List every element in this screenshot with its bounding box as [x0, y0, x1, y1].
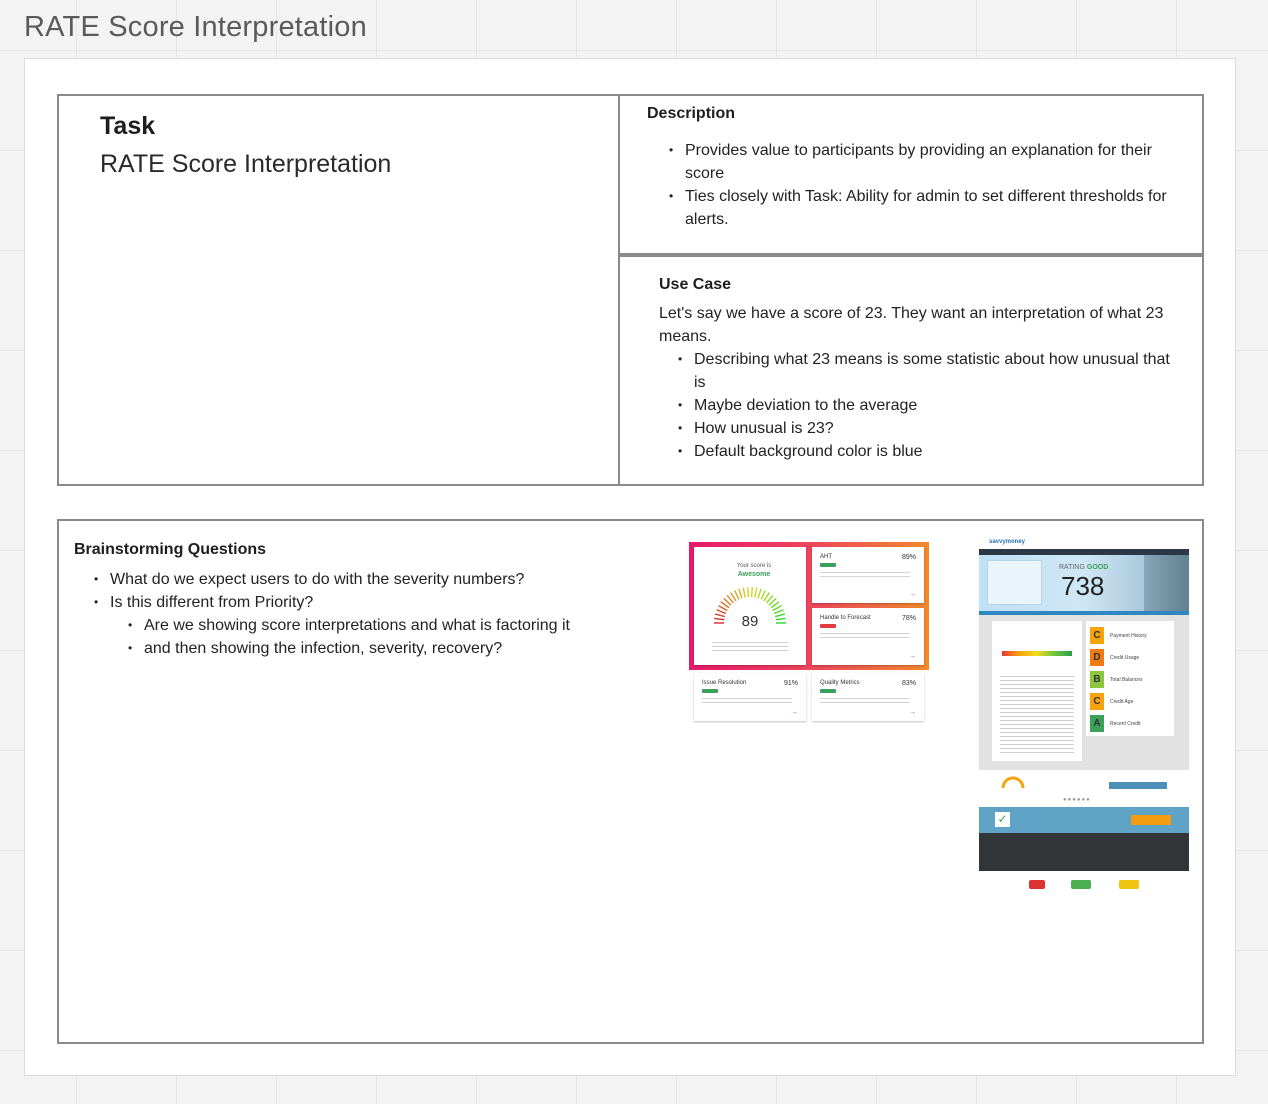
- grade-label: Payment History: [1110, 633, 1147, 639]
- list-item: • How unusual is 23?: [672, 417, 1184, 440]
- gauge-tick: [755, 588, 757, 598]
- use-case-heading: Use Case: [659, 276, 732, 293]
- badge-icon: [1071, 880, 1091, 889]
- gauge-tick: [735, 590, 739, 599]
- metric-title: Handle to Forecast: [820, 615, 871, 621]
- metric-text-lines: [820, 698, 910, 706]
- gauge-tick: [718, 606, 727, 611]
- credit-card-graphic: [987, 560, 1042, 605]
- grade-list: [1086, 621, 1174, 736]
- score-gauge-bar: [1002, 651, 1072, 656]
- badge-icon: [1029, 880, 1045, 889]
- brand-logo: savvymoney: [989, 539, 1026, 545]
- score-label: Your score is: [736, 563, 772, 569]
- brainstorming-card[interactable]: [57, 519, 1204, 1044]
- credit-score: 738: [1061, 571, 1105, 601]
- grade-label: Recent Credit: [1110, 721, 1141, 727]
- checkmark-icon: ✓: [995, 812, 1010, 827]
- list-item: • Are we showing score interpretations and what is factoring it: [122, 614, 634, 637]
- grade-label: Total Balances: [1110, 677, 1143, 683]
- task-label: Task: [100, 112, 156, 140]
- score-value: 89: [741, 613, 759, 630]
- list-item: • and then showing the infection, severity, recovery?: [122, 637, 634, 660]
- list-item: • Provides value to participants by providing an explanation for their score: [663, 139, 1187, 185]
- grade-badge: B: [1090, 671, 1104, 688]
- main-score-card: [694, 547, 806, 665]
- description-list: [663, 139, 1187, 231]
- status-badge: [820, 563, 836, 567]
- cta-button: [1131, 815, 1171, 825]
- brainstorming-sublist: [122, 614, 634, 660]
- mini-gauge-icon: [1001, 776, 1025, 790]
- list-item: • Default background color is blue: [672, 440, 1184, 463]
- list-item: • What do we expect users to do with the severity numbers?: [88, 568, 634, 591]
- score-breakdown: [992, 621, 1082, 761]
- breakdown-text-lines: [1000, 676, 1074, 756]
- grade-label: Credit Usage: [1110, 655, 1140, 661]
- grade-badge: A: [1090, 715, 1104, 732]
- badge-icon: [1119, 880, 1139, 889]
- metric-text-lines: [820, 633, 910, 641]
- description-card[interactable]: [618, 94, 1204, 255]
- gauge-tick: [758, 589, 761, 599]
- metric-card: [812, 608, 924, 665]
- metric-percent: 83%: [901, 680, 916, 687]
- rating-label-text: RATING: [1059, 564, 1085, 571]
- arrow-right-icon: →: [909, 591, 916, 598]
- score-status: Awesome: [737, 571, 771, 578]
- cta-banner: [979, 807, 1189, 833]
- grade-label: Credit Age: [1110, 699, 1134, 705]
- rating-value: GOOD: [1086, 564, 1109, 571]
- trust-badges: [979, 877, 1189, 891]
- use-case-card[interactable]: [618, 255, 1204, 486]
- metric-card: [812, 673, 924, 721]
- grade-badge: D: [1090, 649, 1104, 666]
- metric-text-lines: [702, 698, 792, 706]
- list-item: • Describing what 23 means is some statistic about how unusual that is: [672, 348, 1184, 394]
- gauge-tick: [773, 606, 782, 611]
- arrow-right-icon: →: [909, 653, 916, 660]
- scorecard-screenshot-image[interactable]: [689, 542, 929, 722]
- grade-badge: C: [1090, 693, 1104, 710]
- rating-label: [1059, 564, 1108, 571]
- gauge-tick: [748, 587, 749, 597]
- gauge-tick: [739, 589, 742, 599]
- metric-title: Quality Metrics: [820, 680, 860, 686]
- gauge-tick: [743, 588, 745, 598]
- hero-photo: [1144, 555, 1189, 611]
- metric-title: AHT: [820, 554, 832, 560]
- brainstorming-list: [88, 568, 634, 614]
- footer: [979, 833, 1189, 871]
- hero-banner: [979, 555, 1189, 611]
- carousel-dots-icon: ●●●●●●: [1063, 797, 1091, 803]
- list-item: • Is this different from Priority?: [88, 591, 634, 614]
- brainstorming-heading: Brainstorming Questions: [74, 541, 267, 558]
- gauge-tick: [752, 587, 753, 597]
- metric-percent: 89%: [901, 554, 916, 561]
- use-case-list: [672, 348, 1184, 463]
- metric-percent: 91%: [783, 680, 798, 687]
- task-name: RATE Score Interpretation: [100, 150, 392, 178]
- credit-report-screenshot-image[interactable]: [979, 539, 1189, 899]
- list-item: • Maybe deviation to the average: [672, 394, 1184, 417]
- task-card[interactable]: [57, 94, 620, 486]
- metric-card: [812, 547, 924, 603]
- status-badge: [702, 689, 718, 693]
- metric-card: [694, 673, 806, 721]
- list-item: • Ties closely with Task: Ability for admin to set different thresholds for alerts.: [663, 185, 1187, 231]
- metric-text-lines: [820, 572, 910, 580]
- arrow-right-icon: →: [791, 709, 798, 716]
- promo-button: [1109, 782, 1167, 789]
- use-case-intro: Let's say we have a score of 23. They want an interpretation of what 23 means.: [659, 305, 1164, 345]
- score-panel: [979, 615, 1189, 770]
- status-badge: [820, 689, 836, 693]
- board-title: RATE Score Interpretation: [24, 11, 367, 43]
- status-badge: [820, 624, 836, 628]
- metric-title: Issue Resolution: [702, 680, 747, 686]
- metric-percent: 78%: [901, 615, 916, 622]
- score-caption-lines: [712, 642, 788, 652]
- description-heading: Description: [647, 105, 736, 122]
- gauge-tick: [761, 590, 765, 599]
- grade-badge: C: [1090, 627, 1104, 644]
- arrow-right-icon: →: [909, 709, 916, 716]
